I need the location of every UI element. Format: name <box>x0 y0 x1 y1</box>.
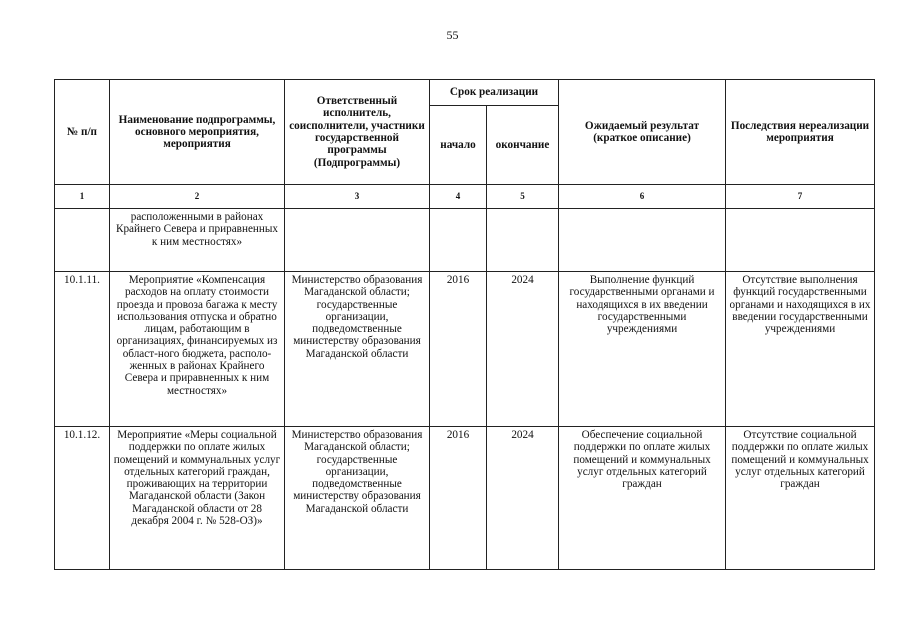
column-number: 4 <box>430 185 487 209</box>
continuation-name: расположенными в районах Крайнего Севера и приравненных к ним местностях» <box>110 209 285 272</box>
row-result: Обеспечение социальной поддержки по оплате жилых помещений и коммунальных услуг отдельных категорий граждан <box>559 427 726 570</box>
column-number: 7 <box>726 185 875 209</box>
continuation-row <box>55 209 875 272</box>
row-start: 2016 <box>430 272 487 427</box>
empty-cell <box>430 209 487 272</box>
row-name: Мероприятие «Компенсация расходов на оплату стоимости проезда и провоза багажа к месту использования отпуска и обратно лицам, работающим в организациях, финансируемых из област-ного бюджета, располо-женных в районах Крайнего Севера и приравненных к ним местностях» <box>110 272 285 427</box>
table-header <box>55 80 875 185</box>
column-number: 1 <box>55 185 110 209</box>
empty-cell <box>559 209 726 272</box>
header-num: № п/п <box>55 80 110 185</box>
table-row <box>55 427 875 570</box>
program-table <box>54 79 875 570</box>
row-responsible: Министерство образования Магаданской области; государственные организации, подведомственные министерству образования Магаданской области <box>285 427 430 570</box>
column-number: 5 <box>487 185 559 209</box>
row-name: Мероприятие «Меры социальной поддержки по оплате жилых помещений и коммунальных услуг отдельных категорий граждан, проживающих на территории Магаданской области (Закон Магаданской области от 28 декабря 2004 г. № 528-ОЗ)» <box>110 427 285 570</box>
page-number: 55 <box>446 28 459 42</box>
header-end: окончание <box>487 106 559 185</box>
empty-cell <box>55 209 110 272</box>
header-name: Наименование подпрограммы, основного мероприятия, мероприятия <box>110 80 285 185</box>
header-responsible: Ответственный исполнитель, соисполнители, участники государственной программы (Подпрограммы) <box>285 80 430 185</box>
row-num: 10.1.11. <box>55 272 110 427</box>
row-consequences: Отсутствие социальной поддержки по оплате жилых помещений и коммунальных услуг отдельных категорий граждан <box>726 427 875 570</box>
header-start: начало <box>430 106 487 185</box>
row-result: Выполнение функций государственными органами и находящихся в их введении государственными учреждениями <box>559 272 726 427</box>
header-period: Срок реализации <box>430 80 559 106</box>
header-result: Ожидаемый результат (краткое описание) <box>559 80 726 185</box>
column-number: 6 <box>559 185 726 209</box>
empty-cell <box>487 209 559 272</box>
row-end: 2024 <box>487 272 559 427</box>
table-row <box>55 272 875 427</box>
column-number-row <box>55 185 875 209</box>
column-number: 3 <box>285 185 430 209</box>
header-consequences: Последствия нереализации мероприятия <box>726 80 875 185</box>
empty-cell <box>285 209 430 272</box>
row-start: 2016 <box>430 427 487 570</box>
row-end: 2024 <box>487 427 559 570</box>
row-num: 10.1.12. <box>55 427 110 570</box>
column-number: 2 <box>110 185 285 209</box>
empty-cell <box>726 209 875 272</box>
row-consequences: Отсутствие выполнения функций государственными органами и находящихся в их введении государственными учреждениями <box>726 272 875 427</box>
row-responsible: Министерство образования Магаданской области; государственные организации, подведомственные министерству образования Магаданской области <box>285 272 430 427</box>
